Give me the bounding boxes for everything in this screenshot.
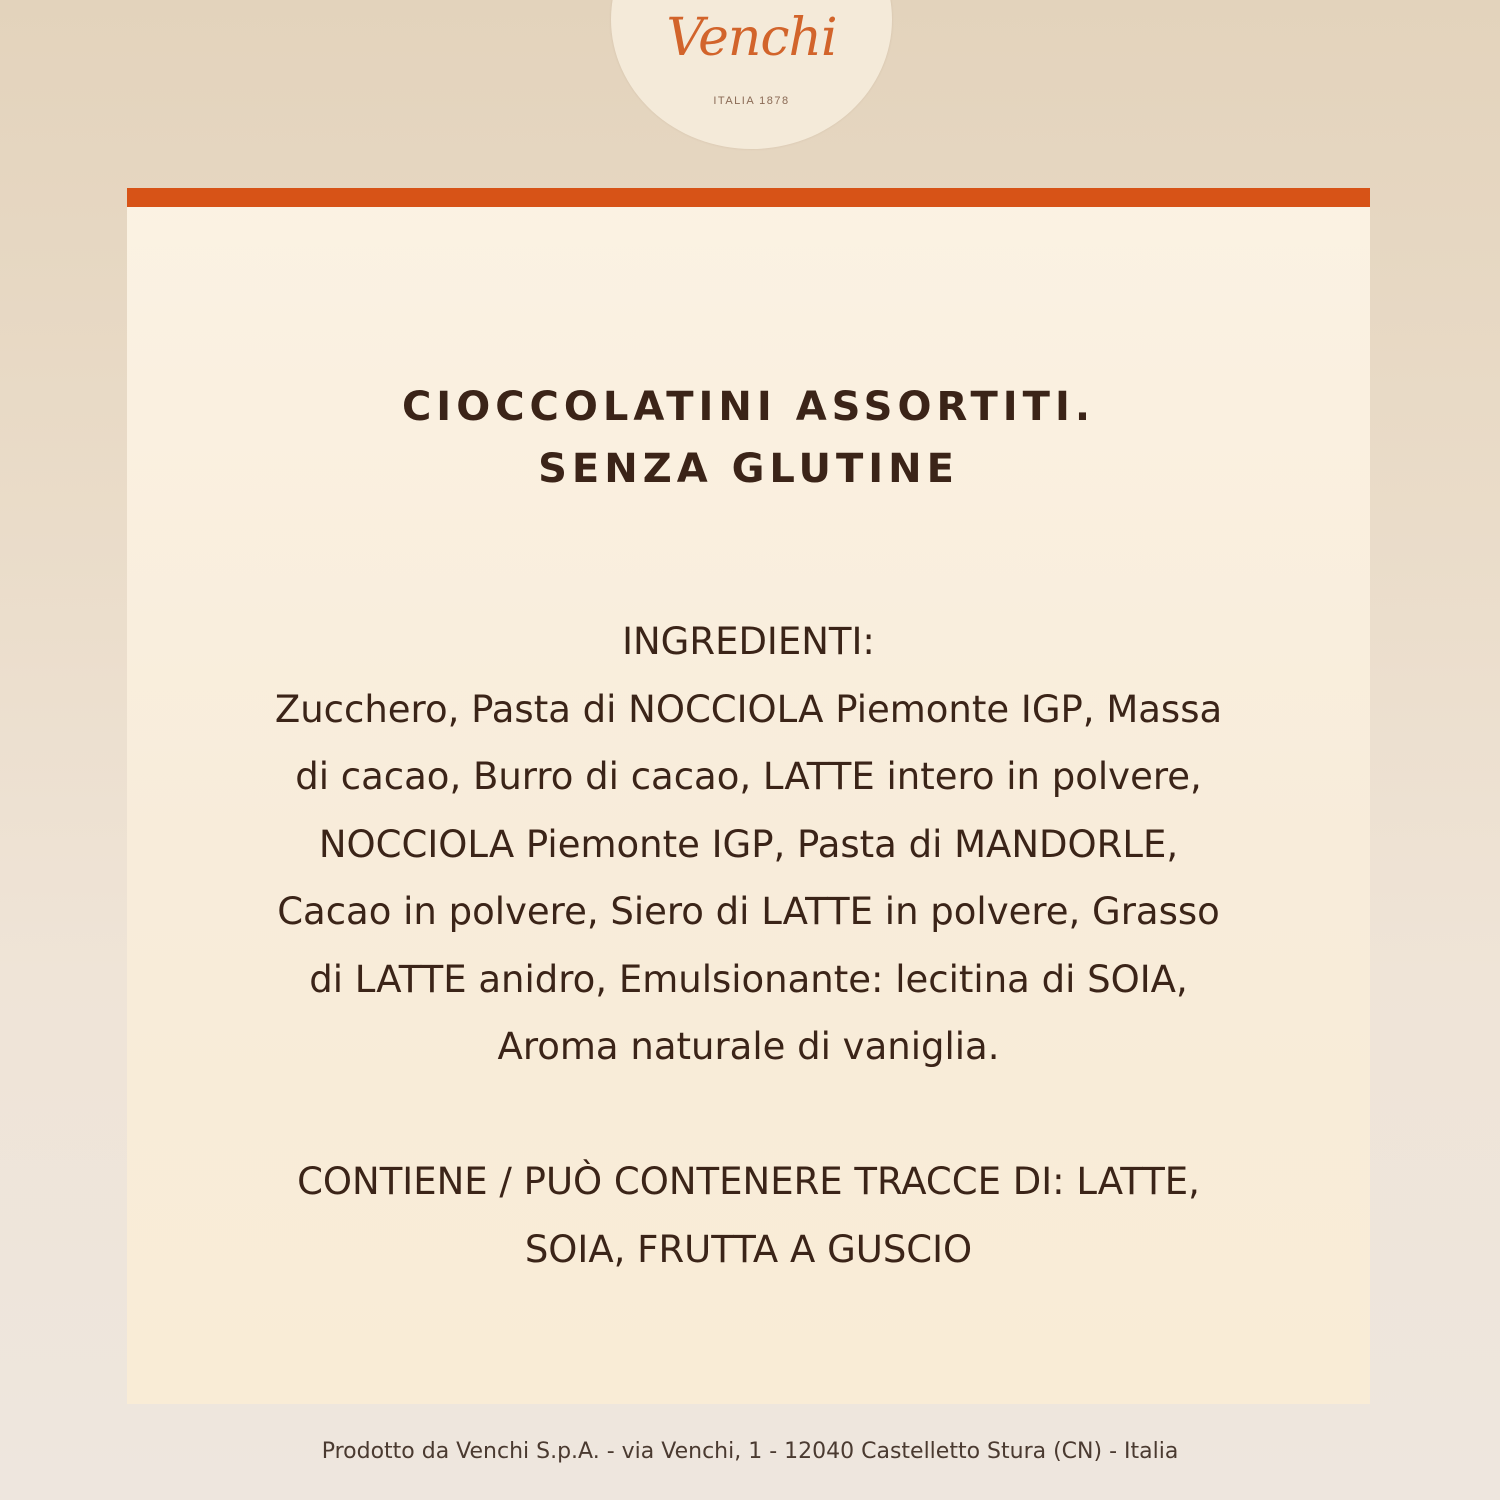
product-title-line-2: SENZA GLUTINE <box>538 446 959 492</box>
allergens-line: CONTIENE / PUÒ CONTENERE TRACCE DI: LATTE, <box>297 1160 1200 1203</box>
allergens-line: SOIA, FRUTTA A GUSCIO <box>524 1227 973 1271</box>
panel-accent-bar <box>127 188 1370 207</box>
ingredients-line: Aroma naturale di vaniglia. <box>497 1025 1000 1068</box>
ingredients-line: Zucchero, Pasta di NOCCIOLA Piemonte IGP, Massa <box>274 687 1223 731</box>
ingredients-line: di LATTE anidro, Emulsionante: lecitina di SOIA, <box>309 957 1188 1001</box>
ingredients-line: di cacao, Burro di cacao, LATTE intero in polvere, <box>295 755 1202 798</box>
producer-footer: Prodotto da Venchi S.p.A. - via Venchi, 1 - 12040 Castelletto Stura (CN) - Italia <box>321 1439 1179 1464</box>
ingredients-line: Cacao in polvere, Siero di LATTE in polvere, Grasso <box>277 890 1220 933</box>
ingredients-panel <box>127 188 1370 1404</box>
ingredients-heading: INGREDIENTI: <box>622 620 875 663</box>
product-title-line-1: CIOCCOLATINI ASSORTITI. <box>401 384 1096 430</box>
brand-tagline: ITALIA 1878 <box>713 95 790 107</box>
brand-name: Venchi <box>666 8 837 68</box>
brand-logo <box>611 0 892 149</box>
allergens-section <box>127 1148 1370 1283</box>
product-title <box>127 376 1370 500</box>
ingredients-line: NOCCIOLA Piemonte IGP, Pasta di MANDORLE, <box>318 822 1179 866</box>
ingredients-section <box>127 608 1370 1081</box>
